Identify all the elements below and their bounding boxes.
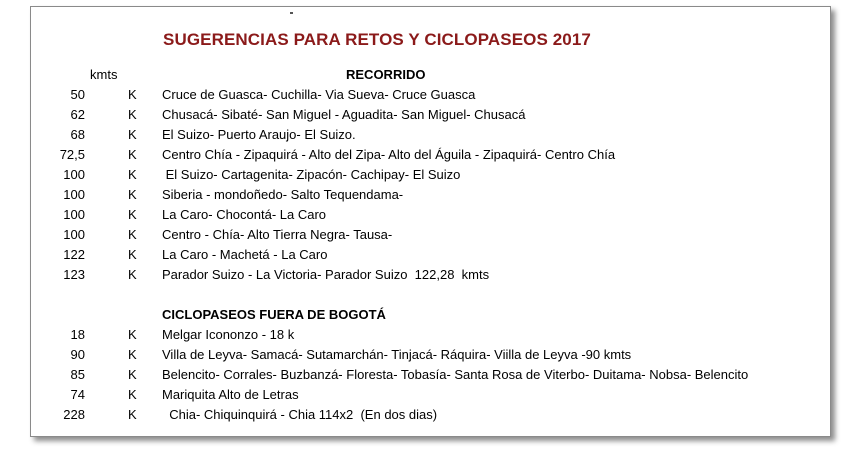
distance-unit: K [128,267,137,282]
route-description: Centro Chía - Zipaquirá - Alto del Zipa- Alto del Águila - Zipaquirá- Centro Chía [162,147,616,162]
distance-value: 100 [63,187,85,202]
distance-unit: K [128,167,137,182]
route-description: Chusacá- Sibaté- San Miguel - Aguadita- San Miguel- Chusacá [162,107,526,122]
route-description: Parador Suizo - La Victoria- Parador Suizo 122,28 kmts [162,267,490,282]
route-description: Cruce de Guasca- Cuchilla- Via Sueva- Cruce Guasca [162,87,476,102]
route-description: Belencito- Corrales- Buzbanzá- Floresta- Tobasía- Santa Rosa de Viterbo- Duitama- Nobsa- Belencito [162,367,749,382]
route-description: Siberia - mondoñedo- Salto Tequendama- [162,187,404,202]
route-description: Centro - Chía- Alto Tierra Negra- Tausa- [162,227,393,242]
distance-unit: K [128,347,137,362]
distance-unit: K [128,327,137,342]
route-description: Chia- Chiquinquirá - Chia 114x2 (En dos dias) [162,407,438,422]
distance-unit: K [128,187,137,202]
distance-value: 72,5 [59,147,85,162]
section-title-ciclopaseos: CICLOPASEOS FUERA DE BOGOTÁ [162,307,386,322]
distance-value: 50 [70,87,85,102]
route-description: El Suizo- Puerto Araujo- El Suizo. [162,127,356,142]
distance-unit: K [128,407,137,422]
distance-value: 74 [70,387,85,402]
distance-value: 123 [63,267,85,282]
distance-unit: K [128,147,137,162]
distance-unit: K [128,207,137,222]
distance-value: 100 [63,227,85,242]
table-row [0,407,845,427]
route-description: La Caro - Machetá - La Caro [162,247,328,262]
distance-unit: K [128,127,137,142]
route-description: El Suizo- Cartagenita- Zipacón- Cachipay- El Suizo [162,167,461,182]
route-description: La Caro- Chocontá- La Caro [162,207,327,222]
distance-unit: K [128,247,137,262]
distance-value: 62 [70,107,85,122]
route-description: Villa de Leyva- Samacá- Sutamarchán- Tinjacá- Ráquira- Viilla de Leyva -90 kmts [162,347,632,362]
distance-unit: K [128,227,137,242]
table-row [0,347,845,367]
column-header-kmts: kmts [90,67,118,82]
distance-unit: K [128,107,137,122]
distance-value: 122 [63,247,85,262]
table-row [0,327,845,347]
table-row [0,367,845,387]
column-header-route: RECORRIDO [346,67,426,82]
distance-value: 68 [70,127,85,142]
distance-unit: K [128,87,137,102]
distance-value: 18 [70,327,85,342]
distance-value: 85 [70,367,85,382]
distance-unit: K [128,367,137,382]
distance-value: 100 [63,167,85,182]
distance-unit: K [128,387,137,402]
distance-value: 100 [63,207,85,222]
route-description: Mariquita Alto de Letras [162,387,299,402]
distance-value: 228 [63,407,85,422]
distance-value: 90 [70,347,85,362]
table-row [0,387,845,407]
route-description: Melgar Icononzo - 18 k [162,327,295,342]
document-title: SUGERENCIAS PARA RETOS Y CICLOPASEOS 2017 [163,30,591,49]
